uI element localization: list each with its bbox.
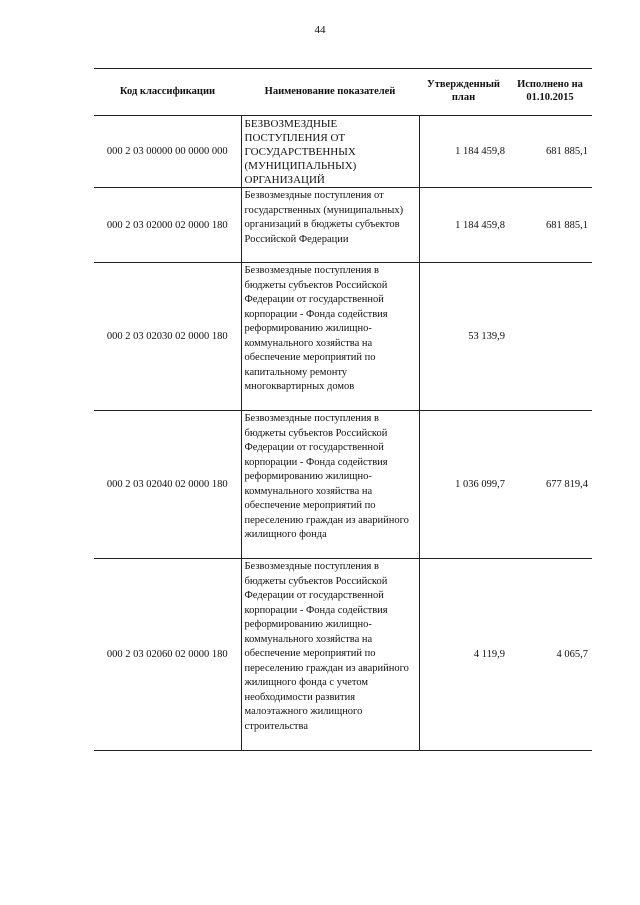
row-plan: 53 139,9 xyxy=(419,263,508,411)
row-executed: 677 819,4 xyxy=(508,411,592,559)
row-executed: 681 885,1 xyxy=(508,116,592,188)
page-number: 44 xyxy=(314,24,326,36)
row-name: Безвозмездные поступления в бюджеты субъектов Российской Федерации от государственной корпорации - Фонда содействия реформированию жилищно-коммунального хозяйства на обеспечение мероприятий по переселению граждан из аварийного жилищного фонда xyxy=(241,411,419,559)
table-row xyxy=(94,116,592,188)
row-code: 000 2 03 02000 02 0000 180 xyxy=(94,188,241,263)
row-plan: 1 184 459,8 xyxy=(419,188,508,263)
row-plan: 4 119,9 xyxy=(419,559,508,751)
row-executed: 4 065,7 xyxy=(508,559,592,751)
row-name: БЕЗВОЗМЕЗДНЫЕ ПОСТУПЛЕНИЯ ОТ ГОСУДАРСТВЕННЫХ (МУНИЦИПАЛЬНЫХ) ОРГАНИЗАЦИЙ xyxy=(241,116,419,188)
table-row xyxy=(94,411,592,559)
table-row xyxy=(94,263,592,411)
row-executed xyxy=(508,263,592,411)
table-header-row xyxy=(94,69,592,116)
table-row xyxy=(94,188,592,263)
header-executed: Исполнено на 01.10.2015 xyxy=(508,69,592,116)
table-row xyxy=(94,559,592,751)
header-name: Наименование показателей xyxy=(241,69,419,116)
row-executed: 681 885,1 xyxy=(508,188,592,263)
header-plan: Утвержденный план xyxy=(419,69,508,116)
row-code: 000 2 03 02040 02 0000 180 xyxy=(94,411,241,559)
row-code: 000 2 03 02030 02 0000 180 xyxy=(94,263,241,411)
row-name: Безвозмездные поступления в бюджеты субъектов Российской Федерации от государственной корпорации - Фонда содействия реформированию жилищно-коммунального хозяйства на обеспечение мероприятий по капитальному ремонту многоквартирных домов xyxy=(241,263,419,411)
row-name: Безвозмездные поступления в бюджеты субъектов Российской Федерации от государственной корпорации - Фонда содействия реформированию жилищно-коммунального хозяйства на обеспечение мероприятий по переселению граждан из аварийного жилищного фонда с учетом необходимости развития малоэтажного жилищного строительства xyxy=(241,559,419,751)
row-code: 000 2 03 02060 02 0000 180 xyxy=(94,559,241,751)
row-plan: 1 184 459,8 xyxy=(419,116,508,188)
budget-table xyxy=(94,68,592,751)
header-code: Код классификации xyxy=(94,69,241,116)
row-code: 000 2 03 00000 00 0000 000 xyxy=(94,116,241,188)
row-name: Безвозмездные поступления от государственных (муниципальных) организаций в бюджеты субъектов Российской Федерации xyxy=(241,188,419,263)
row-plan: 1 036 099,7 xyxy=(419,411,508,559)
